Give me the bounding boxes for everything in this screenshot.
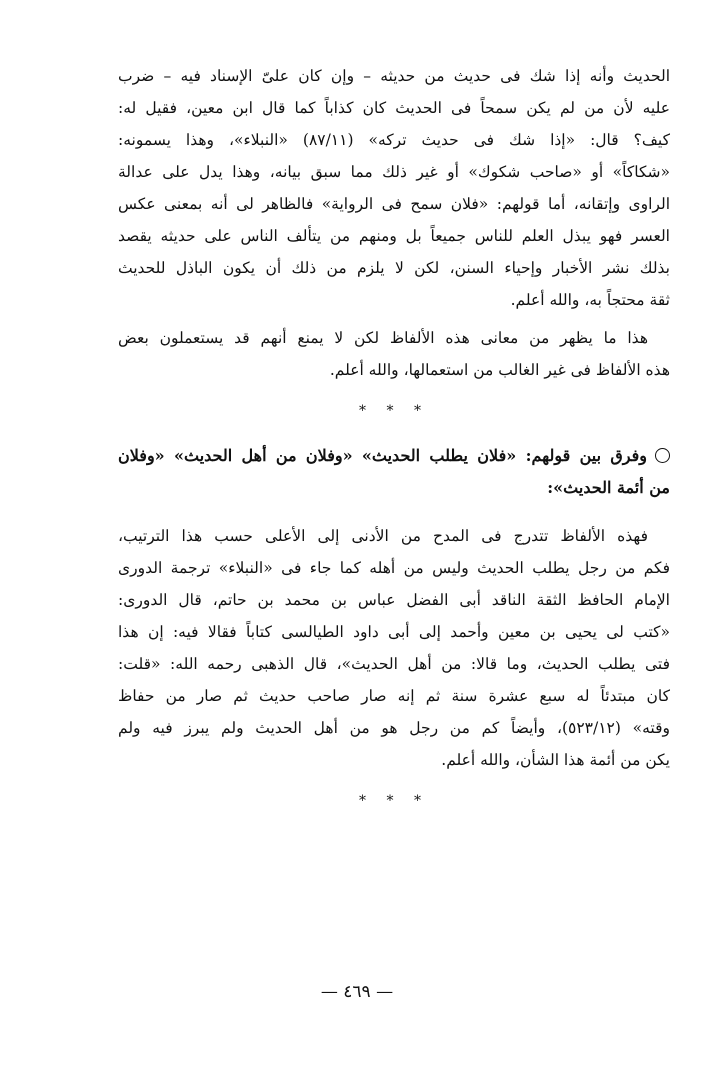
circle-bullet-icon: [655, 448, 670, 463]
heading-line: وفرق بين قولهم: «فلان يطلب الحديث» «وفلان من أهل الحديث» «وفلان: [118, 446, 647, 465]
heading-line: من أئمة الحديث»:: [547, 478, 670, 497]
text-line: وقته» (٥٢٣/١٢)، وأيضاً كم من رجل هو من أهل الحديث ولم يبرز فيه ولم: [118, 719, 670, 737]
text-line: الإمام الحافظ الثقة الناقد أبى الفضل عباس بن محمد بن حاتم، قال الدورى:: [118, 591, 670, 609]
paragraph: [118, 322, 670, 386]
text-line: الراوى وإتقانه، أما قولهم: «فلان سمح فى الرواية» فالظاهر لى أنه بمعنى عكس: [118, 195, 670, 213]
text-line: العسر فهو يبذل العلم للناس جميعاً بل ومنهم من يتألف الناس على حديثه يقصد: [118, 227, 670, 245]
text-line: فكم من رجل يطلب الحديث وليس من أهله كما جاء فى «النبلاء» ترجمة الدورى: [118, 559, 670, 577]
text-line: «كتب لى يحيى بن معين وأحمد إلى أبى داود الطيالسى كتاباً فقالا فيه: إن هذا: [118, 623, 670, 641]
text-line: «شكاكاً» أو «صاحب شكوك» أو غير ذلك مما سبق بيانه، وهذا يدل على عدالة: [118, 163, 670, 181]
text-line: يكن من أئمة هذا الشأن، والله أعلم.: [441, 751, 670, 769]
text-line: هذه الألفاظ فى غير الغالب من استعمالها، والله أعلم.: [329, 361, 670, 379]
text-line: كيف؟ قال: «إذا شك فى حديث تركه» (٨٧/١١) «النبلاء»، وهذا يسمونه:: [118, 131, 670, 149]
section-heading: [118, 440, 670, 504]
text-line: هذا ما يظهر من معانى هذه الألفاظ لكن لا يمنع أنهم قد يستعملون بعض: [118, 329, 648, 347]
section-separator: * * *: [359, 793, 429, 809]
text-line: عليه لأن من لم يكن سمحاً فى الحديث كان كذاباً كما قال ابن معين، فقيل له:: [118, 99, 670, 117]
text-line: بذلك نشر الأخبار وإحياء السنن، لكن لا يلزم من ذلك أن يكون الباذل للحديث: [118, 259, 670, 277]
page-body: [118, 60, 670, 830]
text-line: الحديث وأنه إذا شك فى حديث من حديثه – وإن كان علىّ الإسناد فيه – ضرب: [118, 67, 670, 85]
text-line: فتى يطلب الحديث، وما قالا: من أهل الحديث»، قال الذهبى رحمه الله: «قلت:: [118, 655, 670, 673]
paragraph: [118, 60, 670, 316]
text-line: فهذه الألفاظ تتدرج فى المدح من الأدنى إلى الأعلى حسب هذا الترتيب،: [118, 527, 648, 545]
page-number: — ٤٦٩ —: [320, 982, 394, 1002]
section-separator: * * *: [359, 403, 429, 419]
text-line: ثقة محتجاً به، والله أعلم.: [510, 291, 670, 309]
paragraph: [118, 520, 670, 776]
text-line: كان مبتدئاً له سبع عشرة سنة ثم إنه صار صاحب حديث ثم صار من حفاظ: [118, 687, 670, 705]
